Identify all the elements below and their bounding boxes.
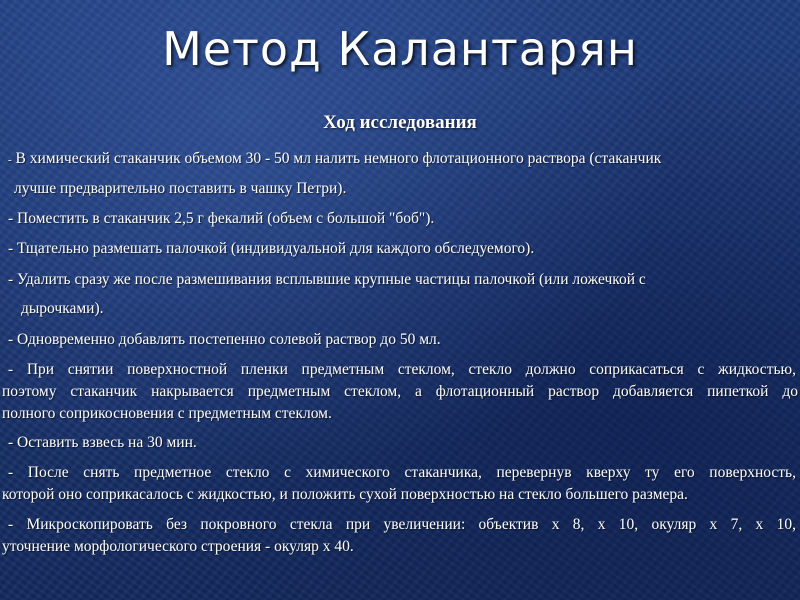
slide-title: Метод Калантарян xyxy=(162,22,638,76)
list-item-text: В химический стаканчик объемом 30 - 50 мл налить немного флотационного раствора (стаканчик xyxy=(11,150,662,167)
list-item: - Удалить сразу же после размешивания всплывшие крупные частицы палочкой (или ложечкой с xyxy=(8,271,646,288)
list-item-continuation: поэтому стаканчик накрывается предметным стеклом, а флотационный раствор добавляется пипеткой до xyxy=(2,383,798,400)
section-subtitle: Ход исследования xyxy=(323,112,477,133)
list-item: - Микроскопировать без покровного стекла при увеличении: объектив х 8, х 10, окуляр х 7, х 10, xyxy=(8,516,796,533)
list-item: - Одновременно добавлять постепенно солевой раствор до 50 мл. xyxy=(8,331,441,348)
list-item: - При снятии поверхностной пленки предметным стеклом, стекло должно соприкасаться с жидкостью, xyxy=(8,361,796,378)
list-item: - Оставить взвесь на 30 мин. xyxy=(8,434,197,451)
list-item-continuation: которой оно соприкасалось с жидкостью, и положить сухой поверхностью на стекло большего размера. xyxy=(2,486,688,503)
list-item: - Поместить в стаканчик 2,5 г фекалий (объем с большой "боб"). xyxy=(8,210,435,227)
list-item-continuation: дырочками). xyxy=(21,300,104,317)
list-item: - Тщательно размешать палочкой (индивидуальной для каждого обследуемого). xyxy=(8,240,535,257)
list-item-continuation: лучше предварительно поставить в чашку Петри). xyxy=(14,180,347,197)
list-item-continuation: уточнение морфологического строения - окуляр х 40. xyxy=(2,538,354,555)
list-item-continuation: полного соприкосновения с предметным стеклом. xyxy=(2,405,332,422)
list-item xyxy=(8,150,661,168)
list-item: - После снять предметное стекло с химического стаканчика, перевернув кверху ту его поверхность, xyxy=(8,464,796,481)
list-dash: - xyxy=(8,154,12,166)
